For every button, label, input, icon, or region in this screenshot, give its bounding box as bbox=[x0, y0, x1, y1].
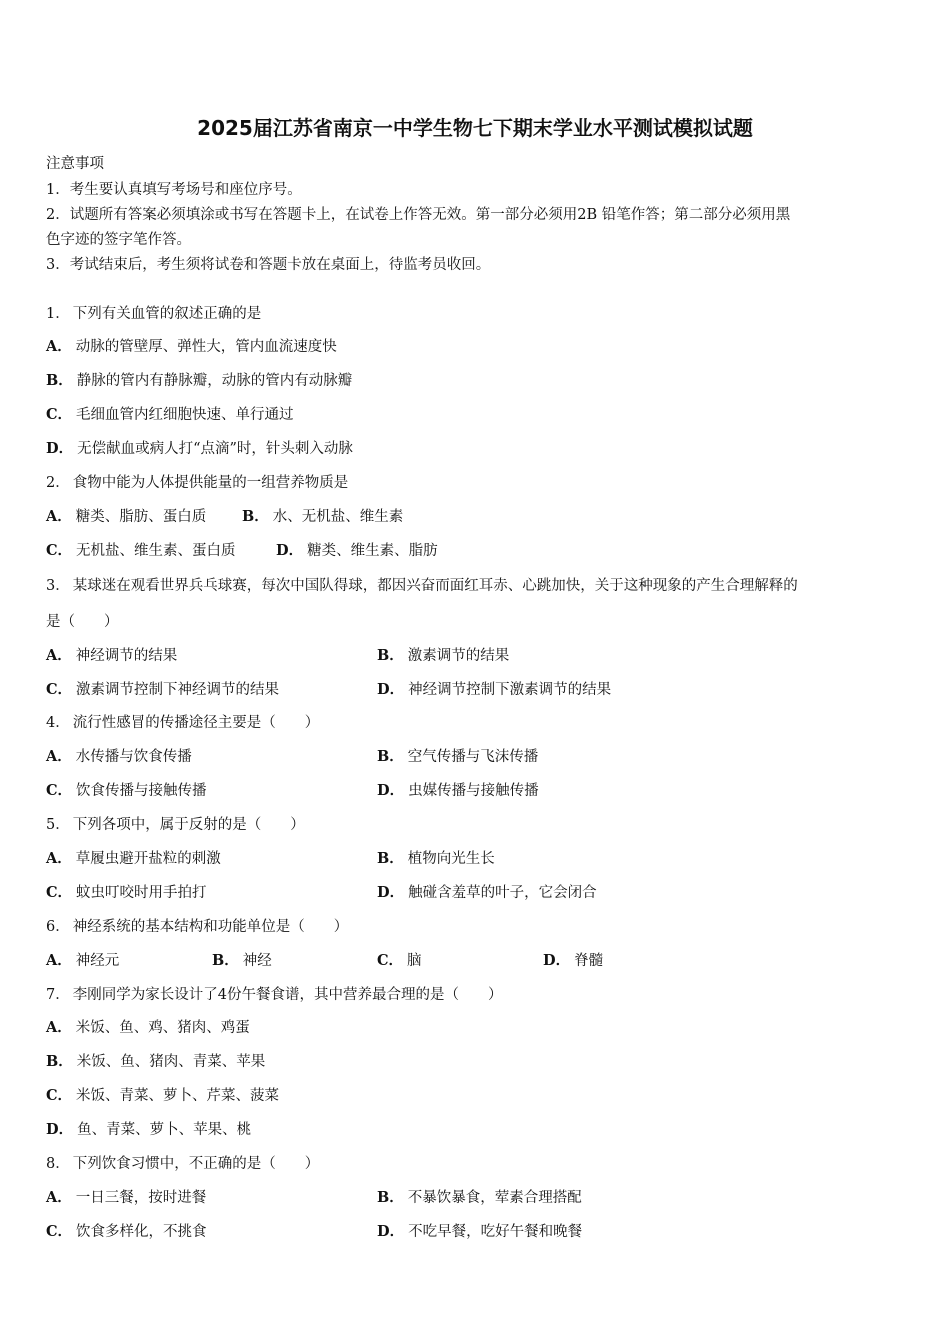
option-label: D． bbox=[543, 952, 571, 969]
option-8c bbox=[46, 1220, 207, 1241]
option-text: 无机盐、维生素、蛋白质 bbox=[76, 543, 236, 559]
option-label: D． bbox=[377, 884, 405, 901]
option-6c bbox=[377, 949, 422, 970]
option-3d bbox=[377, 678, 611, 699]
option-2c bbox=[46, 539, 236, 560]
option-4c bbox=[46, 779, 207, 800]
question-number: 7． bbox=[46, 987, 70, 1003]
option-text: 静脉的管内有静脉瓣，动脉的管内有动脉瓣 bbox=[76, 373, 353, 389]
option-label: C． bbox=[46, 1087, 73, 1104]
option-8d bbox=[377, 1220, 582, 1241]
option-text: 神经元 bbox=[75, 953, 120, 969]
option-text: 虫媒传播与接触传播 bbox=[408, 783, 539, 799]
option-text: 植物向光生长 bbox=[407, 851, 495, 867]
question-stem-2 bbox=[46, 471, 348, 492]
option-text: 米饭、鱼、猪肉、青菜、苹果 bbox=[76, 1054, 266, 1070]
option-label: D． bbox=[46, 440, 74, 457]
option-label: A． bbox=[46, 338, 72, 355]
option-label: A． bbox=[46, 748, 72, 765]
option-label: B． bbox=[377, 850, 404, 867]
option-1d bbox=[46, 437, 353, 458]
option-label: C． bbox=[46, 1223, 73, 1240]
option-label: B． bbox=[212, 952, 239, 969]
question-text: 某球迷在观看世界兵乓球赛，每次中国队得球，都因兴奋而面红耳赤、心跳加快，关于这种现象的产生合理解释的 bbox=[72, 578, 798, 594]
option-text: 水、无机盐、维生素 bbox=[272, 509, 404, 525]
option-label: C． bbox=[46, 681, 73, 698]
question-stem-3 bbox=[46, 574, 798, 595]
option-2a bbox=[46, 505, 206, 526]
option-5c bbox=[46, 881, 207, 902]
option-text: 不暴饮暴食，荤素合理搭配 bbox=[407, 1190, 582, 1206]
option-label: B． bbox=[46, 1053, 73, 1070]
option-label: C． bbox=[46, 782, 73, 799]
question-stem-3-cont: 是（ ） bbox=[46, 614, 119, 630]
option-5d bbox=[377, 881, 597, 902]
option-text: 米饭、鱼、鸡、猪肉、鸡蛋 bbox=[75, 1020, 250, 1036]
option-label: D． bbox=[377, 1223, 405, 1240]
notice-item: 1．考生要认真填写考场号和座位序号。 bbox=[46, 182, 302, 198]
question-number: 5． bbox=[46, 817, 70, 833]
question-text: 下列各项中，属于反射的是（ ） bbox=[72, 817, 305, 833]
question-text: 流行性感冒的传播途径主要是（ ） bbox=[72, 715, 320, 731]
question-text: 神经系统的基本结构和功能单位是（ ） bbox=[72, 919, 349, 935]
option-2b bbox=[242, 505, 403, 526]
option-7d bbox=[46, 1118, 251, 1139]
question-stem-4 bbox=[46, 711, 319, 732]
option-4a bbox=[46, 745, 192, 766]
option-8b bbox=[377, 1186, 582, 1207]
option-5b bbox=[377, 847, 495, 868]
option-6a bbox=[46, 949, 119, 970]
option-1b bbox=[46, 369, 352, 390]
option-text: 触碰含羞草的叶子，它会闭合 bbox=[408, 885, 597, 901]
option-label: A． bbox=[46, 647, 72, 664]
question-number: 1． bbox=[46, 306, 70, 322]
option-label: A． bbox=[46, 1189, 72, 1206]
question-text: 下列饮食习惯中，不正确的是（ ） bbox=[72, 1156, 320, 1172]
option-text: 无偿献血或病人打“点滴”时，针头刺入动脉 bbox=[77, 441, 353, 457]
option-4b bbox=[377, 745, 538, 766]
option-label: A． bbox=[46, 1019, 72, 1036]
question-text: 李刚同学为家长设计了4份午餐食谱，其中营养最合理的是（ ） bbox=[72, 987, 503, 1003]
option-label: C． bbox=[46, 542, 73, 559]
option-5a bbox=[46, 847, 221, 868]
option-text: 神经调节控制下激素调节的结果 bbox=[408, 682, 612, 698]
option-label: A． bbox=[46, 850, 72, 867]
option-7a bbox=[46, 1016, 250, 1037]
notice-item: 色字迹的签字笔作答。 bbox=[46, 232, 191, 248]
option-text: 动脉的管壁厚、弹性大，管内血流速度快 bbox=[75, 339, 337, 355]
question-stem-8 bbox=[46, 1152, 319, 1173]
option-text: 毛细血管内红细胞快速、单行通过 bbox=[76, 407, 294, 423]
question-stem-1 bbox=[46, 302, 261, 323]
option-text: 水传播与饮食传播 bbox=[75, 749, 192, 765]
notice-heading: 注意事项 bbox=[46, 156, 104, 172]
notice-item: 3．考试结束后，考生须将试卷和答题卡放在桌面上，待监考员收回。 bbox=[46, 257, 491, 273]
option-label: A． bbox=[46, 952, 72, 969]
option-text: 糖类、脂肪、蛋白质 bbox=[75, 509, 207, 525]
option-label: B． bbox=[46, 372, 73, 389]
option-1a bbox=[46, 335, 337, 356]
option-text: 神经 bbox=[242, 953, 272, 969]
option-4d bbox=[377, 779, 539, 800]
question-number: 3． bbox=[46, 578, 70, 594]
option-3a bbox=[46, 644, 177, 665]
question-number: 2． bbox=[46, 475, 70, 491]
option-6b bbox=[212, 949, 272, 970]
option-text: 脑 bbox=[407, 953, 422, 969]
option-8a bbox=[46, 1186, 206, 1207]
option-label: C． bbox=[46, 406, 73, 423]
option-label: B． bbox=[377, 748, 404, 765]
option-label: B． bbox=[377, 1189, 404, 1206]
question-number: 4． bbox=[46, 715, 70, 731]
option-text: 鱼、青菜、萝卜、苹果、桃 bbox=[77, 1122, 252, 1138]
option-text: 一日三餐，按时进餐 bbox=[75, 1190, 207, 1206]
option-6d bbox=[543, 949, 603, 970]
option-label: B． bbox=[242, 508, 269, 525]
option-label: D． bbox=[276, 542, 304, 559]
option-label: D． bbox=[377, 681, 405, 698]
option-text: 草履虫避开盐粒的刺激 bbox=[75, 851, 221, 867]
option-label: D． bbox=[377, 782, 405, 799]
option-label: C． bbox=[377, 952, 404, 969]
option-label: D． bbox=[46, 1121, 74, 1138]
question-number: 8． bbox=[46, 1156, 70, 1172]
option-7b bbox=[46, 1050, 265, 1071]
option-3c bbox=[46, 678, 279, 699]
question-stem-7 bbox=[46, 983, 502, 1004]
option-text: 饮食多样化，不挑食 bbox=[76, 1224, 207, 1240]
question-stem-6 bbox=[46, 915, 348, 936]
option-label: C． bbox=[46, 884, 73, 901]
option-text: 激素调节的结果 bbox=[407, 648, 510, 664]
option-text: 米饭、青菜、萝卜、芹菜、菠菜 bbox=[76, 1088, 280, 1104]
option-text: 激素调节控制下神经调节的结果 bbox=[76, 682, 280, 698]
question-number: 6． bbox=[46, 919, 70, 935]
option-7c bbox=[46, 1084, 279, 1105]
option-text: 糖类、维生素、脂肪 bbox=[307, 543, 438, 559]
option-label: A． bbox=[46, 508, 72, 525]
option-text: 不吃早餐，吃好午餐和晚餐 bbox=[408, 1224, 583, 1240]
page-title: 2025届江苏省南京一中学生物七下期末学业水平测试模拟试题 bbox=[197, 116, 753, 140]
option-text: 脊髓 bbox=[574, 953, 604, 969]
option-2d bbox=[276, 539, 438, 560]
question-text: 食物中能为人体提供能量的一组营养物质是 bbox=[72, 475, 349, 491]
option-label: B． bbox=[377, 647, 404, 664]
option-text: 神经调节的结果 bbox=[75, 648, 178, 664]
question-stem-5 bbox=[46, 813, 305, 834]
option-text: 饮食传播与接触传播 bbox=[76, 783, 207, 799]
question-text: 下列有关血管的叙述正确的是 bbox=[72, 306, 262, 322]
option-3b bbox=[377, 644, 509, 665]
option-text: 蚊虫叮咬时用手拍打 bbox=[76, 885, 207, 901]
notice-item: 2．试题所有答案必须填涂或书写在答题卡上，在试卷上作答无效。第一部分必须用2B 铅笔作答；第二部分必须用黑 bbox=[46, 207, 791, 223]
option-1c bbox=[46, 403, 294, 424]
option-text: 空气传播与飞沫传播 bbox=[407, 749, 539, 765]
